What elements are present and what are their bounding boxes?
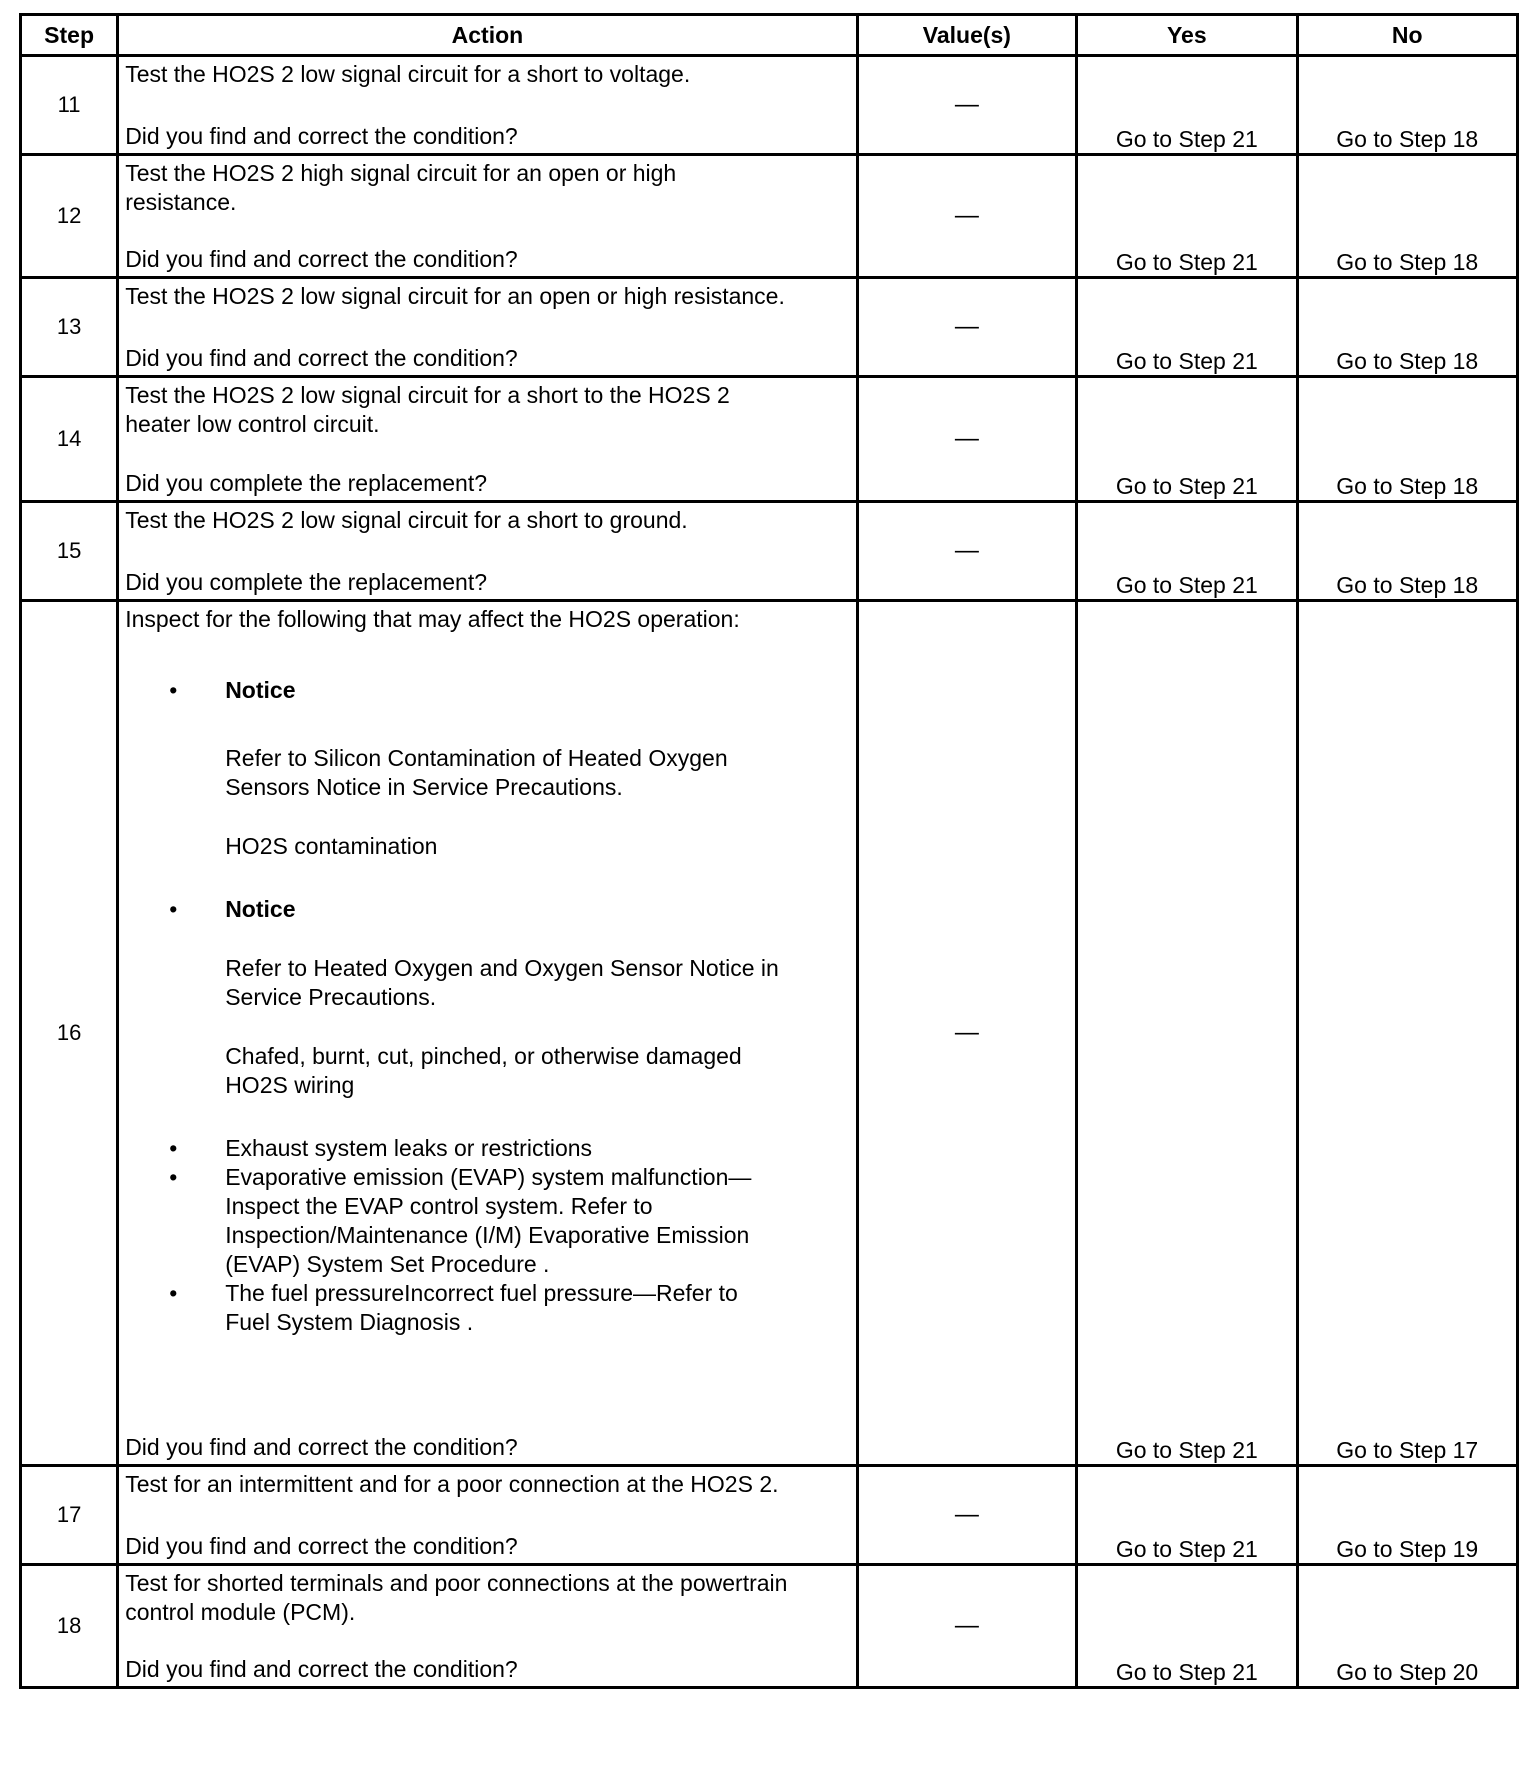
action-question: Did you complete the replacement? [125,470,487,496]
step-number: 17 [21,1466,118,1565]
step-number: 12 [21,155,118,278]
header-action: Action [118,15,857,56]
no-link[interactable]: Go to Step 18 [1297,377,1517,502]
action-text: Test the HO2S 2 low signal circuit for a short to voltage. [125,61,691,87]
action-text: Test for shorted terminals and poor connections at the powertrain control module (PCM). [125,1570,788,1625]
no-link[interactable]: Go to Step 19 [1297,1466,1517,1565]
header-yes: Yes [1077,15,1297,56]
value-cell: — [857,1466,1076,1565]
no-link[interactable]: Go to Step 20 [1297,1565,1517,1688]
value-cell: — [857,1565,1076,1688]
inspection-item: HO2S contamination [225,833,438,859]
action-question: Did you complete the replacement? [125,569,487,595]
value-cell: — [857,502,1076,601]
value-cell: — [857,601,1076,1466]
table-row [21,377,1518,502]
action-question: Did you find and correct the condition? [125,1533,518,1559]
bullet-icon: • [169,677,178,703]
list-item [125,676,847,705]
step-number: 13 [21,278,118,377]
action-cell [118,601,857,1466]
value-cell: — [857,377,1076,502]
yes-link[interactable]: Go to Step 21 [1077,1565,1297,1688]
table-row [21,155,1518,278]
action-question: Did you find and correct the condition? [125,1434,518,1460]
notice-text: Refer to Silicon Contamination of Heated Oxygen Sensors Notice in Service Precautions. [225,745,728,800]
yes-link[interactable]: Go to Step 21 [1077,278,1297,377]
action-cell [118,1466,857,1565]
value-cell: — [857,155,1076,278]
list-item [125,895,847,924]
inspection-item: Chafed, burnt, cut, pinched, or otherwise damaged HO2S wiring [225,1043,742,1098]
yes-link[interactable]: Go to Step 21 [1077,56,1297,155]
action-body [125,605,847,1337]
no-link[interactable]: Go to Step 17 [1297,601,1517,1466]
header-no: No [1297,15,1517,56]
action-cell [118,1565,857,1688]
action-question: Did you find and correct the condition? [125,123,518,149]
notice-text: Refer to Heated Oxygen and Oxygen Sensor Notice in Service Precautions. [225,955,779,1010]
action-cell [118,278,857,377]
bullet-icon: • [169,1135,178,1161]
inspection-list [125,895,847,924]
value-cell: — [857,278,1076,377]
action-cell [118,377,857,502]
step-number: 14 [21,377,118,502]
list-item [125,1163,775,1279]
inspection-list [125,676,847,705]
bullet-icon: • [169,1164,178,1190]
notice-title: Notice [225,677,296,703]
table-row [21,56,1518,155]
action-cell [118,56,857,155]
step-number: 18 [21,1565,118,1688]
yes-link[interactable]: Go to Step 21 [1077,601,1297,1466]
table-row [21,1466,1518,1565]
action-text: Test the HO2S 2 low signal circuit for a short to the HO2S 2 heater low control circuit. [125,382,730,437]
step-number: 11 [21,56,118,155]
yes-link[interactable]: Go to Step 21 [1077,1466,1297,1565]
yes-link[interactable]: Go to Step 21 [1077,155,1297,278]
no-link[interactable]: Go to Step 18 [1297,155,1517,278]
step-number: 15 [21,502,118,601]
list-item-text: Exhaust system leaks or restrictions [225,1135,593,1161]
list-item-text: The fuel pressureIncorrect fuel pressure—Refer to Fuel System Diagnosis . [225,1280,738,1335]
action-cell [118,502,857,601]
action-text: Test the HO2S 2 low signal circuit for a short to ground. [125,507,688,533]
action-question: Did you find and correct the condition? [125,1656,518,1682]
list-item [125,1134,775,1163]
action-cell [118,155,857,278]
header-step: Step [21,15,118,56]
value-cell: — [857,56,1076,155]
table-row [21,601,1518,1466]
action-question: Did you find and correct the condition? [125,345,518,371]
header-row [21,15,1518,56]
table-row [21,502,1518,601]
notice-title: Notice [225,896,296,922]
step-number: 16 [21,601,118,1466]
action-text: Test for an intermittent and for a poor connection at the HO2S 2. [125,1471,779,1497]
no-link[interactable]: Go to Step 18 [1297,278,1517,377]
yes-link[interactable]: Go to Step 21 [1077,377,1297,502]
table-row [21,1565,1518,1688]
no-link[interactable]: Go to Step 18 [1297,56,1517,155]
action-text: Test the HO2S 2 high signal circuit for an open or high resistance. [125,160,677,215]
no-link[interactable]: Go to Step 18 [1297,502,1517,601]
action-question: Did you find and correct the condition? [125,246,518,272]
bullet-icon: • [169,896,178,922]
list-item [125,1279,775,1337]
diagnostic-table [19,13,1519,1689]
action-text: Inspect for the following that may affect the HO2S operation: [125,606,740,632]
list-item-text: Evaporative emission (EVAP) system malfunction—Inspect the EVAP control system. Refer to Inspection/Maintenance (I/M) Evaporative Emission (EVAP) System Set Procedure . [225,1164,752,1277]
header-values: Value(s) [857,15,1076,56]
action-text: Test the HO2S 2 low signal circuit for an open or high resistance. [125,283,785,309]
inspection-list [125,1134,775,1337]
yes-link[interactable]: Go to Step 21 [1077,502,1297,601]
table-row [21,278,1518,377]
bullet-icon: • [169,1280,178,1306]
